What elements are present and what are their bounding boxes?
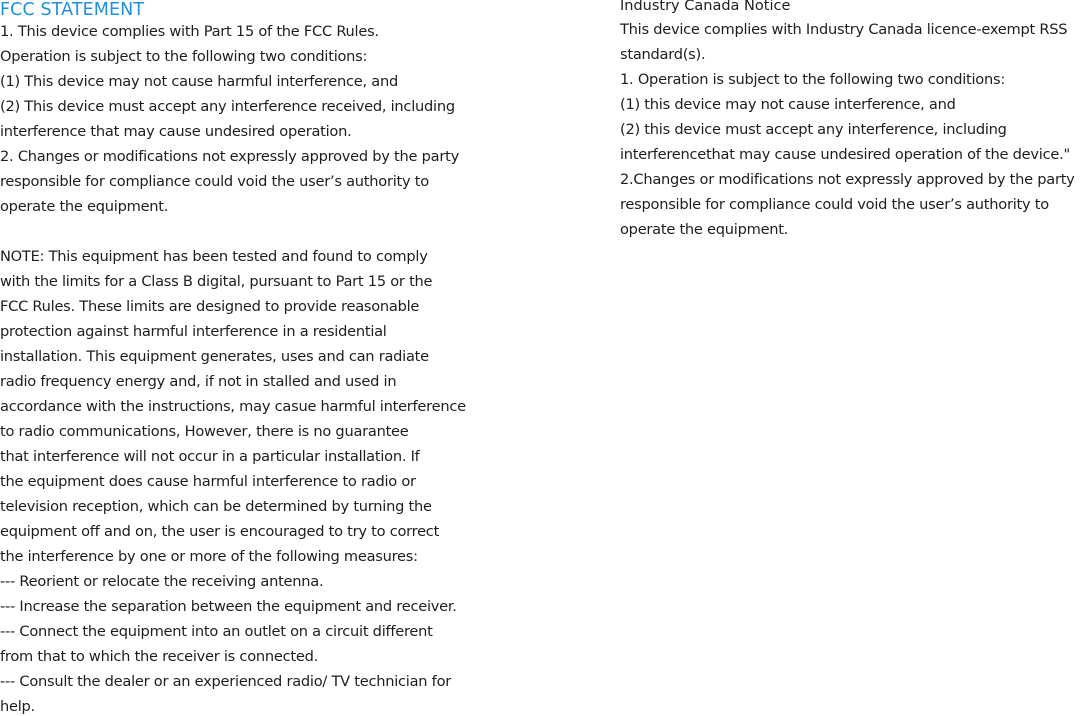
text-line: to radio communications, However, there is no guarantee — [0, 423, 409, 440]
text-line: that interference will not occur in a particular installation. If — [0, 448, 420, 465]
text-line: --- Consult the dealer or an experienced radio/ TV technician for — [0, 673, 451, 690]
text-line: 1. Operation is subject to the following two conditions: — [620, 71, 1006, 88]
text-line: interference that may cause undesired operation. — [0, 123, 352, 140]
fcc-statement-title: FCC STATEMENT — [0, 0, 145, 20]
text-line: responsible for compliance could void the user’s authority to — [620, 196, 1049, 213]
text-line: (1) This device may not cause harmful interference, and — [0, 73, 399, 90]
text-line: (1) this device may not cause interference, and — [620, 96, 956, 113]
text-line: television reception, which can be determined by turning the — [0, 498, 432, 515]
industry-canada-title: Industry Canada Notice — [620, 0, 791, 14]
text-line: the interference by one or more of the following measures: — [0, 548, 418, 565]
text-line: interferencethat may cause undesired operation of the device." — [620, 146, 1070, 163]
text-line: operate the equipment. — [0, 198, 169, 215]
text-line: installation. This equipment generates, uses and can radiate — [0, 348, 429, 365]
industry-canada-body — [620, 17, 1088, 242]
text-line: 2. Changes or modifications not expressly approved by the party — [0, 148, 459, 165]
text-line: Operation is subject to the following two conditions: — [0, 48, 368, 65]
text-line: FCC Rules. These limits are designed to provide reasonable — [0, 298, 420, 315]
fcc-statement-body — [0, 19, 480, 716]
text-line: --- Increase the separation between the equipment and receiver. — [0, 598, 457, 615]
text-line: protection against harmful interference in a residential — [0, 323, 387, 340]
text-line: operate the equipment. — [620, 221, 789, 238]
text-line: from that to which the receiver is connected. — [0, 648, 318, 665]
text-line: the equipment does cause harmful interference to radio or — [0, 473, 416, 490]
text-line: standard(s). — [620, 46, 706, 63]
text-line: 1. This device complies with Part 15 of the FCC Rules. — [0, 23, 379, 40]
text-line: (2) This device must accept any interference received, including — [0, 98, 455, 115]
text-line: accordance with the instructions, may casue harmful interference — [0, 398, 466, 415]
fcc-statement-section — [0, 0, 480, 716]
text-line: with the limits for a Class B digital, pursuant to Part 15 or the — [0, 273, 433, 290]
industry-canada-section — [620, 0, 1088, 242]
text-line: --- Connect the equipment into an outlet on a circuit different — [0, 623, 433, 640]
text-line: 2.Changes or modifications not expressly approved by the party — [620, 171, 1075, 188]
text-line: responsible for compliance could void the user’s authority to — [0, 173, 429, 190]
text-line: equipment off and on, the user is encouraged to try to correct — [0, 523, 440, 540]
text-line: (2) this device must accept any interference, including — [620, 121, 1007, 138]
text-line: radio frequency energy and, if not in stalled and used in — [0, 373, 397, 390]
text-line: help. — [0, 698, 35, 715]
text-line: This device complies with Industry Canada licence-exempt RSS — [620, 21, 1068, 38]
text-line: NOTE: This equipment has been tested and found to comply — [0, 248, 428, 265]
blank-line — [0, 219, 480, 244]
text-line: --- Reorient or relocate the receiving antenna. — [0, 573, 324, 590]
